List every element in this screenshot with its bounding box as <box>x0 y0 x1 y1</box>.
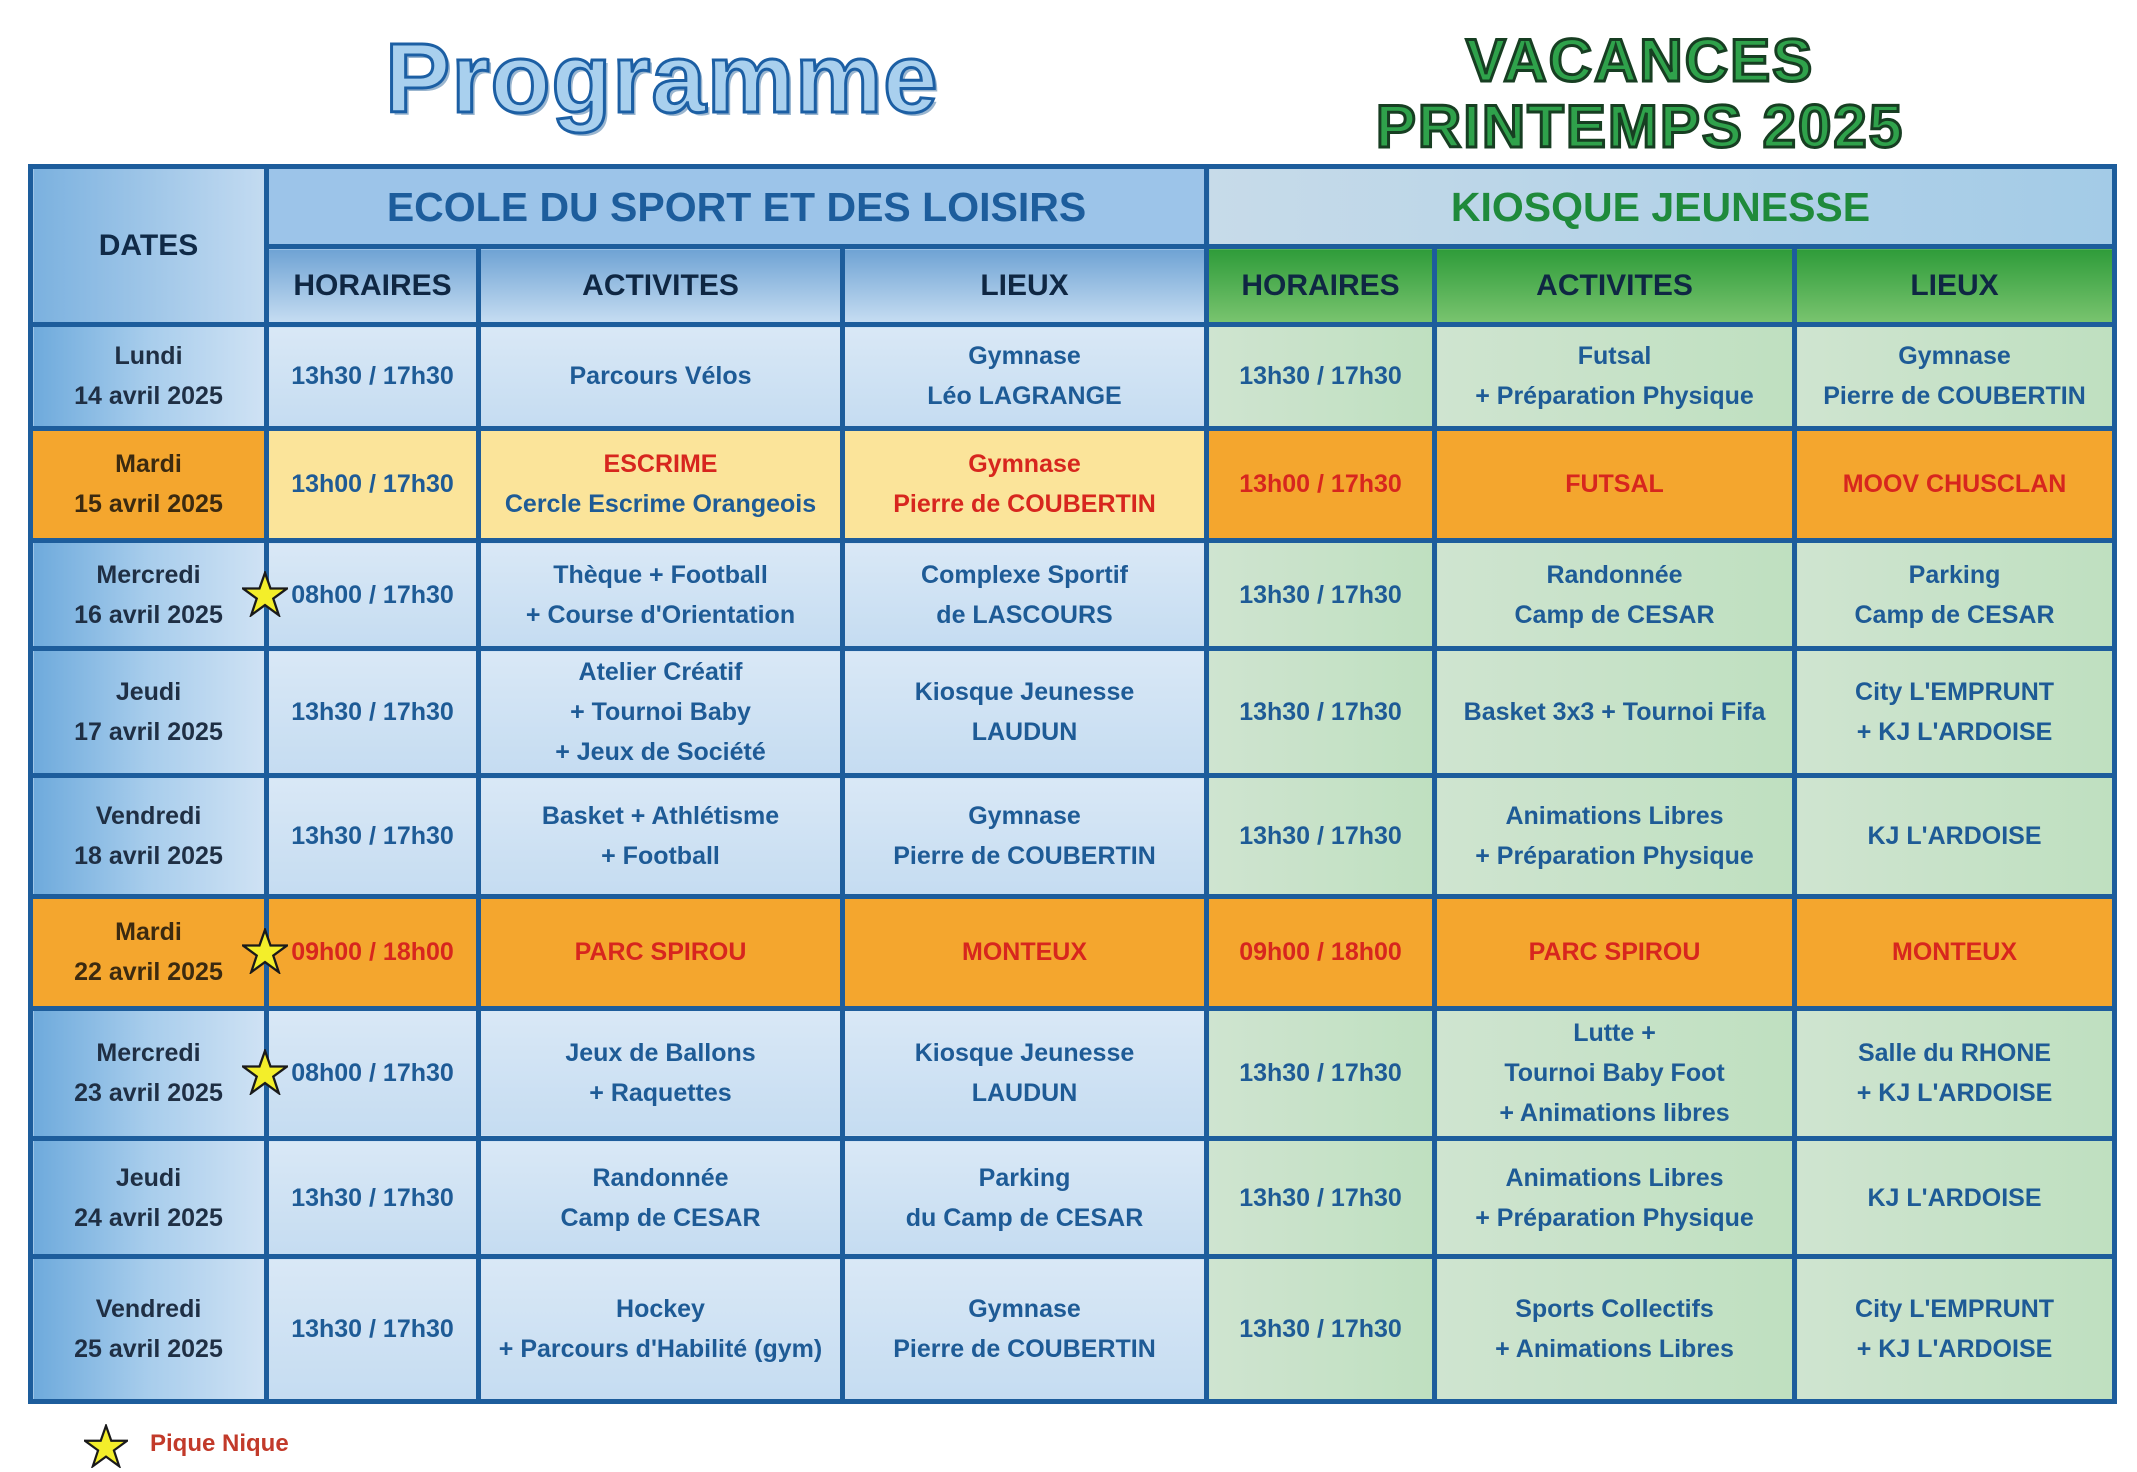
horaires-text: 09h00 / 18h00 <box>1239 938 1402 967</box>
horaires-text: 13h30 / 17h30 <box>1239 1059 1402 1088</box>
esl-lieux-cell <box>843 541 1207 649</box>
lieu-line: Parking <box>1908 560 2001 589</box>
kj-horaires-cell <box>1207 541 1435 649</box>
horaires-text: 13h30 / 17h30 <box>1239 580 1402 609</box>
esl-horaires-cell <box>267 325 479 429</box>
horaires-text: 13h30 / 17h30 <box>1239 821 1402 850</box>
kj-horaires-cell <box>1207 428 1435 540</box>
date-text: 25 avril 2025 <box>74 1335 223 1364</box>
activity-line: Tournoi Baby Foot <box>1504 1059 1725 1088</box>
lieu-line: KJ L'ARDOISE <box>1867 1183 2042 1212</box>
lieu-line: Léo LAGRANGE <box>927 382 1122 411</box>
kj-lieux-cell <box>1795 1139 2115 1257</box>
lieu-line: Pierre de COUBERTIN <box>893 490 1156 519</box>
horaires-text: 13h30 / 17h30 <box>291 362 454 391</box>
lieu-line: Gymnase <box>1898 342 2011 371</box>
table-row <box>31 776 2115 896</box>
esl-activites-cell <box>479 1139 843 1257</box>
activity-line: + Tournoi Baby <box>570 698 751 727</box>
vacances-title-line2: PRINTEMPS 2025 <box>1375 93 1905 160</box>
esl-lieux-cell <box>843 896 1207 1008</box>
kj-activites-cell <box>1435 649 1795 776</box>
star-icon <box>242 1049 288 1095</box>
kj-header: KIOSQUE JEUNESSE <box>1207 167 2115 247</box>
esl-horaires-cell <box>267 896 479 1008</box>
lieu-line: Pierre de COUBERTIN <box>893 841 1156 870</box>
lieu-line: KJ L'ARDOISE <box>1867 821 2042 850</box>
kj-lieux-cell <box>1795 428 2115 540</box>
lieu-line: + KJ L'ARDOISE <box>1856 1079 2053 1108</box>
date-text: 17 avril 2025 <box>74 718 223 747</box>
esl-lieux-cell <box>843 325 1207 429</box>
esl-activites-cell <box>479 428 843 540</box>
kj-activites-cell <box>1435 1257 1795 1402</box>
dates-header: DATES <box>31 167 267 325</box>
vacances-title <box>1260 28 2020 160</box>
activity-line: + Préparation Physique <box>1475 1203 1754 1232</box>
activity-line: PARC SPIROU <box>1528 938 1701 967</box>
horaires-text: 13h00 / 17h30 <box>291 470 454 499</box>
horaires-text: 13h30 / 17h30 <box>291 1183 454 1212</box>
esl-lieux-cell <box>843 649 1207 776</box>
lieu-line: MONTEUX <box>962 938 1087 967</box>
table-row <box>31 428 2115 540</box>
esl-horaires-header: HORAIRES <box>267 247 479 325</box>
lieu-line: City L'EMPRUNT <box>1855 1295 2055 1324</box>
horaires-text: 13h30 / 17h30 <box>1239 1183 1402 1212</box>
date-cell <box>31 541 267 649</box>
kj-activites-cell <box>1435 1008 1795 1138</box>
kj-lieux-cell <box>1795 1008 2115 1138</box>
lieu-line: Gymnase <box>968 342 1081 371</box>
table-row <box>31 541 2115 649</box>
horaires-text: 13h30 / 17h30 <box>1239 362 1402 391</box>
activity-line: Hockey <box>616 1295 705 1324</box>
esl-header: ECOLE DU SPORT ET DES LOISIRS <box>267 167 1207 247</box>
horaires-text: 13h30 / 17h30 <box>1239 698 1402 727</box>
date-text: 14 avril 2025 <box>74 382 223 411</box>
day-name: Mercredi <box>96 560 201 589</box>
activity-line: Basket + Athlétisme <box>541 801 780 830</box>
lieu-line: + KJ L'ARDOISE <box>1856 1335 2053 1364</box>
activity-line: Futsal <box>1577 342 1652 371</box>
date-cell <box>31 325 267 429</box>
activity-line: + Préparation Physique <box>1475 382 1754 411</box>
esl-lieux-cell <box>843 1139 1207 1257</box>
activity-line: Parcours Vélos <box>569 362 752 391</box>
activity-line: PARC SPIROU <box>574 938 747 967</box>
date-cell <box>31 1257 267 1402</box>
lieu-line: Gymnase <box>968 1295 1081 1324</box>
esl-lieux-cell <box>843 428 1207 540</box>
esl-activites-cell <box>479 776 843 896</box>
date-text: 23 avril 2025 <box>74 1079 223 1108</box>
horaires-text: 13h30 / 17h30 <box>291 1315 454 1344</box>
kj-activites-cell <box>1435 1139 1795 1257</box>
kj-horaires-cell <box>1207 1008 1435 1138</box>
activity-line: Animations Libres <box>1505 1163 1724 1192</box>
lieu-line: Kiosque Jeunesse <box>914 1039 1135 1068</box>
activity-line: + Animations Libres <box>1495 1335 1734 1364</box>
lieu-line: de LASCOURS <box>936 600 1113 629</box>
activity-line: + Animations libres <box>1499 1099 1730 1128</box>
activity-line: Basket 3x3 + Tournoi Fifa <box>1463 698 1766 727</box>
kj-horaires-cell <box>1207 896 1435 1008</box>
activity-line: Sports Collectifs <box>1515 1295 1714 1324</box>
kj-activites-cell <box>1435 428 1795 540</box>
date-text: 16 avril 2025 <box>74 600 223 629</box>
esl-activites-cell <box>479 896 843 1008</box>
day-name: Mardi <box>115 450 182 479</box>
lieu-line: Pierre de COUBERTIN <box>1823 382 2086 411</box>
lieu-line: Camp de CESAR <box>1854 600 2055 629</box>
esl-activites-cell <box>479 1257 843 1402</box>
table-row <box>31 1139 2115 1257</box>
date-cell <box>31 1008 267 1138</box>
horaires-text: 13h30 / 17h30 <box>291 821 454 850</box>
activity-line: Randonnée <box>592 1163 729 1192</box>
esl-horaires-cell <box>267 1139 479 1257</box>
date-cell <box>31 776 267 896</box>
activity-line: + Course d'Orientation <box>525 600 796 629</box>
kj-activites-cell <box>1435 325 1795 429</box>
lieu-line: MOOV CHUSCLAN <box>1842 470 2067 499</box>
activity-line: + Jeux de Société <box>555 738 766 767</box>
date-text: 15 avril 2025 <box>74 490 223 519</box>
horaires-text: 08h00 / 17h30 <box>291 1059 454 1088</box>
esl-activites-cell <box>479 541 843 649</box>
lieu-line: MONTEUX <box>1892 938 2018 967</box>
esl-horaires-cell <box>267 428 479 540</box>
activity-line: + Préparation Physique <box>1475 841 1754 870</box>
activity-line: Jeux de Ballons <box>565 1039 756 1068</box>
kj-activites-header: ACTIVITES <box>1435 247 1795 325</box>
day-name: Mardi <box>115 918 182 947</box>
esl-horaires-cell <box>267 649 479 776</box>
date-text: 18 avril 2025 <box>74 841 223 870</box>
programme-title: Programme <box>385 23 939 133</box>
kj-lieux-header: LIEUX <box>1795 247 2115 325</box>
kj-lieux-cell <box>1795 649 2115 776</box>
esl-horaires-cell <box>267 541 479 649</box>
horaires-text: 13h30 / 17h30 <box>291 698 454 727</box>
date-text: 22 avril 2025 <box>74 958 223 987</box>
vacances-title-line1: VACANCES <box>1465 27 1815 94</box>
kj-lieux-cell <box>1795 776 2115 896</box>
date-cell <box>31 649 267 776</box>
activity-line: + Raquettes <box>589 1079 732 1108</box>
date-cell <box>31 428 267 540</box>
activity-line: Atelier Créatif <box>578 658 743 687</box>
star-icon <box>84 1424 128 1468</box>
date-cell <box>31 1139 267 1257</box>
esl-horaires-cell <box>267 1008 479 1138</box>
activity-line: Animations Libres <box>1505 801 1724 830</box>
kj-horaires-header: HORAIRES <box>1207 247 1435 325</box>
table-row <box>31 649 2115 776</box>
horaires-text: 13h30 / 17h30 <box>1239 1315 1402 1344</box>
table-row <box>31 325 2115 429</box>
activity-line: Camp de CESAR <box>1514 600 1715 629</box>
lieu-line: Kiosque Jeunesse <box>914 678 1135 707</box>
day-name: Lundi <box>114 342 183 371</box>
kj-horaires-cell <box>1207 325 1435 429</box>
lieu-line: City L'EMPRUNT <box>1855 678 2055 707</box>
esl-lieux-cell <box>843 776 1207 896</box>
activity-line: ESCRIME <box>603 450 718 479</box>
esl-lieux-cell <box>843 1257 1207 1402</box>
esl-activites-cell <box>479 649 843 776</box>
kj-lieux-cell <box>1795 541 2115 649</box>
table-row <box>31 1257 2115 1402</box>
esl-horaires-cell <box>267 776 479 896</box>
legend-text: Pique Nique <box>150 1430 289 1457</box>
table-row <box>31 1008 2115 1138</box>
activity-line: FUTSAL <box>1565 470 1664 499</box>
kj-horaires-cell <box>1207 1257 1435 1402</box>
lieu-line: LAUDUN <box>971 718 1078 747</box>
star-icon <box>242 928 288 974</box>
esl-lieux-header: LIEUX <box>843 247 1207 325</box>
lieu-line: Salle du RHONE <box>1857 1039 2052 1068</box>
day-name: Vendredi <box>95 1295 202 1324</box>
lieu-line: Gymnase <box>968 801 1081 830</box>
kj-activites-cell <box>1435 776 1795 896</box>
date-text: 24 avril 2025 <box>74 1203 223 1232</box>
day-name: Vendredi <box>95 801 202 830</box>
star-icon <box>242 571 288 617</box>
esl-horaires-cell <box>267 1257 479 1402</box>
kj-horaires-cell <box>1207 649 1435 776</box>
kj-lieux-cell <box>1795 896 2115 1008</box>
esl-activites-cell <box>479 1008 843 1138</box>
lieu-line: du Camp de CESAR <box>905 1203 1144 1232</box>
activity-line: Randonnée <box>1546 560 1683 589</box>
esl-activites-header: ACTIVITES <box>479 247 843 325</box>
activity-line: + Parcours d'Habilité (gym) <box>498 1335 823 1364</box>
horaires-text: 08h00 / 17h30 <box>291 580 454 609</box>
lieu-line: LAUDUN <box>971 1079 1078 1108</box>
activity-line: Camp de CESAR <box>560 1203 761 1232</box>
esl-activites-cell <box>479 325 843 429</box>
day-name: Jeudi <box>115 1163 182 1192</box>
kj-lieux-cell <box>1795 325 2115 429</box>
kj-activites-cell <box>1435 541 1795 649</box>
kj-horaires-cell <box>1207 776 1435 896</box>
lieu-line: Parking <box>978 1163 1071 1192</box>
lieu-line: Complexe Sportif <box>921 560 1128 589</box>
table-row <box>31 896 2115 1008</box>
kj-lieux-cell <box>1795 1257 2115 1402</box>
day-name: Mercredi <box>96 1039 201 1068</box>
activity-line: + Football <box>601 841 720 870</box>
lieu-line: + KJ L'ARDOISE <box>1856 718 2053 747</box>
esl-lieux-cell <box>843 1008 1207 1138</box>
programme-table <box>28 164 2117 1404</box>
horaires-text: 13h00 / 17h30 <box>1239 470 1402 499</box>
date-cell <box>31 896 267 1008</box>
activity-line: Cercle Escrime Orangeois <box>504 490 817 519</box>
activity-line: Lutte + <box>1573 1019 1656 1048</box>
kj-activites-cell <box>1435 896 1795 1008</box>
kj-horaires-cell <box>1207 1139 1435 1257</box>
lieu-line: Gymnase <box>968 450 1081 479</box>
horaires-text: 09h00 / 18h00 <box>291 938 454 967</box>
activity-line: Thèque + Football <box>553 560 768 589</box>
day-name: Jeudi <box>115 678 182 707</box>
lieu-line: Pierre de COUBERTIN <box>893 1335 1156 1364</box>
